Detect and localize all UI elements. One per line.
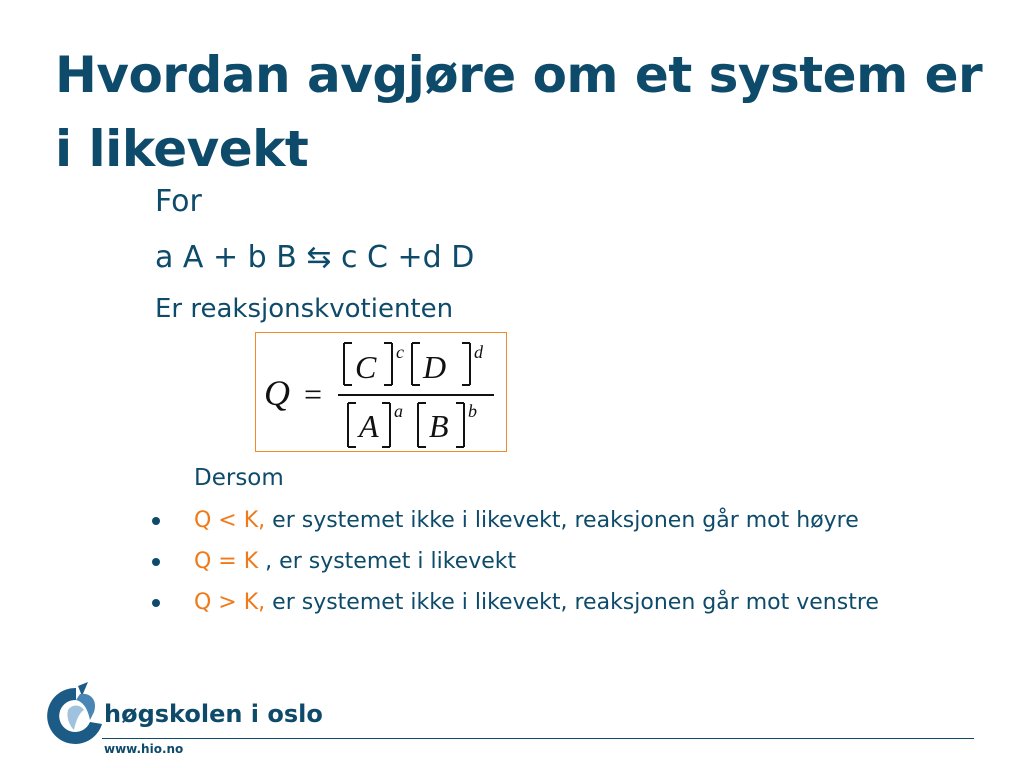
lead-text: Er reaksjonskvotienten — [155, 294, 454, 324]
condition-description: er systemet ikke i likevekt, reaksjonen går mot høyre — [272, 508, 859, 533]
slide-title: Hvordan avgjøre om et system er i likevekt — [55, 46, 983, 178]
formula-num-2: D — [423, 349, 447, 385]
formula-den-2: B — [429, 408, 449, 444]
intro-text: For — [155, 184, 202, 219]
formula-den-1: A — [359, 408, 379, 444]
reaction-equation: a A + b B ⇆ c C +d D — [155, 240, 475, 275]
condition-description: er systemet ikke i likevekt, reaksjonen går mot venstre — [272, 590, 879, 615]
dersom-label: Dersom — [194, 465, 284, 491]
condition-description: , er systemet i likevekt — [265, 549, 517, 574]
footer-url: www.hio.no — [104, 742, 184, 756]
hio-logo-icon — [36, 680, 112, 750]
bullet-icon — [152, 517, 160, 525]
bullet-icon — [152, 599, 160, 607]
footer-divider — [102, 738, 974, 739]
bullet-icon — [152, 558, 160, 566]
formula-lhs: Q — [264, 373, 290, 413]
condition-text: Q = K — [194, 549, 259, 574]
formula-den-2-exp: b — [468, 401, 477, 421]
brand-name: høgskolen i oslo — [104, 700, 323, 728]
condition-text: Q > K, — [194, 590, 266, 615]
condition-text: Q < K, — [194, 508, 266, 533]
formula-equals: = — [304, 376, 323, 412]
formula-num-2-exp: d — [474, 342, 483, 362]
formula-num-1-exp: c — [396, 342, 404, 362]
formula-num-1: C — [355, 349, 377, 385]
reaction-quotient-formula — [255, 332, 507, 452]
formula-den-1-exp: a — [394, 401, 403, 421]
